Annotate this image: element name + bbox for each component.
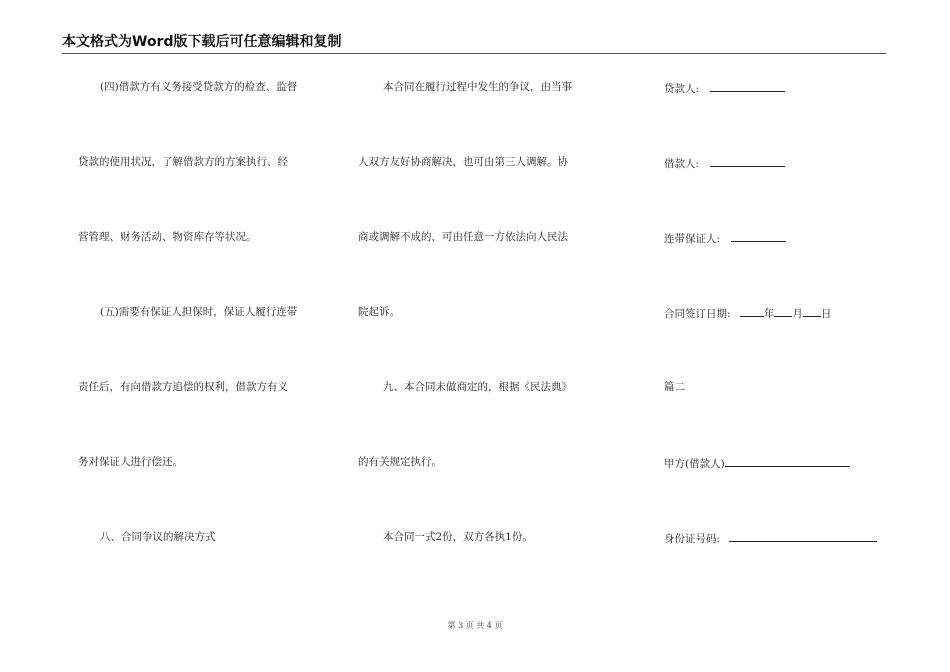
party-a-blank [725, 455, 850, 467]
left-line-6: 务对保证人进行偿还。 [78, 456, 183, 468]
middle-line-7: 本合同一式2份，双方各执1份。 [383, 531, 533, 543]
day-char: 日 [820, 308, 832, 320]
year-char: 年 [763, 308, 775, 320]
left-line-2: 贷款的使用状况，了解借款方的方案执行、经 [78, 156, 288, 168]
day-blank [803, 305, 821, 317]
middle-line-4: 院起诉。 [358, 306, 400, 318]
borrower-label: 借款人: [664, 158, 700, 170]
party-a-field [664, 455, 850, 471]
middle-line-5: 九、本合同未做商定的，根据《民法典》 [383, 381, 572, 393]
section-title: 篇二 [664, 381, 685, 393]
guarantor-field [664, 230, 786, 246]
sign-date-field [664, 305, 831, 321]
middle-line-6: 的有关规定执行。 [358, 456, 442, 468]
borrower-blank [710, 155, 785, 167]
left-line-4: (五)需要有保证人担保时，保证人履行连带 [100, 306, 298, 318]
middle-line-2: 人双方友好协商解决，也可由第三人调解。协 [358, 156, 568, 168]
month-blank [774, 305, 792, 317]
left-line-7: 八、合同争议的解决方式 [100, 531, 216, 543]
month-char: 月 [792, 308, 803, 320]
middle-line-3: 商或调解不成的，可由任意一方依法向人民法 [358, 231, 568, 243]
year-blank [740, 305, 764, 317]
lender-blank [710, 80, 785, 92]
page-footer: 第 3 页 共 4 页 [447, 621, 503, 630]
middle-line-1: 本合同在履行过程中发生的争议，由当事 [383, 81, 572, 93]
id-number-label: 身份证号码: [664, 533, 721, 545]
lender-label: 贷款人: [664, 83, 700, 95]
left-line-5: 责任后，有向借款方追偿的权利，借款方有义 [78, 381, 288, 393]
id-number-blank [729, 530, 877, 542]
guarantor-label: 连带保证人: [664, 233, 721, 245]
left-line-1: (四)借款方有义务接受贷款方的检查、监督 [100, 81, 298, 93]
page-header [62, 33, 886, 54]
sign-date-label: 合同签订日期: [664, 308, 731, 320]
party-a-label: 甲方(借款人) [664, 458, 725, 470]
id-number-field [664, 530, 877, 546]
header-title: 本文格式为Word版下载后可任意编辑和复制 [62, 34, 342, 50]
lender-field [664, 80, 785, 96]
guarantor-blank [731, 230, 786, 242]
left-line-3: 营管理、财务活动、物资库存等状况。 [78, 231, 257, 243]
borrower-field [664, 155, 785, 171]
